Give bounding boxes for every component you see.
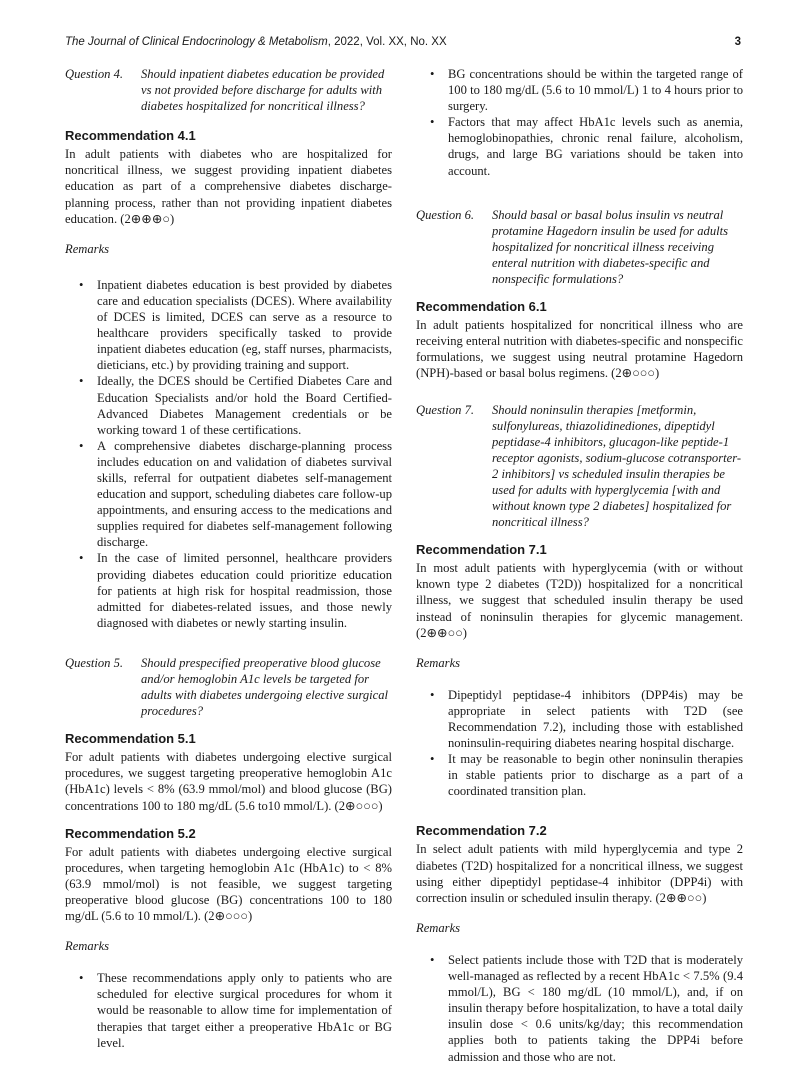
list-item: • A comprehensive diabetes discharge-planning process includes education on and validation of diabetes survival skills, referral for outpatient diabetes self-management education and support, scheduling diabetes care follow-up appointments, and ensuring access to the medications and supplies required for diabetes self-management following discharge. <box>65 438 392 551</box>
journal-name: The Journal of Clinical Endocrinology & Metabolism <box>65 36 328 48</box>
question-6 <box>416 207 743 287</box>
running-header <box>65 36 741 50</box>
recommendation-text: In adult patients with diabetes who are hospitalized for noncritical illness, we suggest providing inpatient diabetes education as part of a comprehensive diabetes discharge-planning process, rather than not providing inpatient diabetes education. (2⊕⊕⊕○) <box>65 147 392 226</box>
journal-volume: , 2022, Vol. XX, No. XX <box>327 36 447 48</box>
recommendation-text: In select adult patients with mild hyperglycemia and type 2 diabetes (T2D) hospitalized for a noncritical illness, we suggest using either dipeptidyl peptidase-4 inhibitor (DPP4i) with correction insulin or scheduled insulin therapy. (2⊕⊕○○) <box>416 842 743 905</box>
question-7 <box>416 402 743 531</box>
recommendation-text: In most adult patients with hyperglycemia (with or without known type 2 diabetes (T2D)) hospitalized for a noncritical illness, we suggest that scheduled insulin therapy be used instead of noninsulin therapies for glycemic management. (2⊕⊕○○) <box>416 561 743 640</box>
recommendation-text: In adult patients hospitalized for noncritical illness who are receiving enteral nutrition with diabetes-specific and nonspecific formulations, we suggest using neutral protamine Hagedorn (NPH)-based or basal bolus regimens. (2⊕○○○) <box>416 318 743 381</box>
list-item: • Select patients include those with T2D that is moderately well-managed as reflected by a recent HbA1c < 7.5% (9.4 mmol/L), BG < 180 mg/dL (10 mmol/L), and, if on insulin therapy before hospitalization, to have a total daily insulin dose < 0.6 units/kg/day; this recommendation applies both to patients taking the DPP4i before admission and those who are not. <box>416 952 743 1065</box>
question-5 <box>65 655 392 719</box>
question-4 <box>65 66 392 114</box>
recommendation-heading: Recommendation 7.1 <box>416 542 547 558</box>
question-text: Should basal or basal bolus insulin vs neutral protamine Hagedorn insulin be used for adults hospitalized for noncritical illness receiving enteral nutrition with diabetes-specific and nonspecific formulations? <box>492 207 729 287</box>
question-number: Question 6. <box>416 207 475 222</box>
list-item: • Ideally, the DCES should be Certified Diabetes Care and Education Specialists and/or hold the Board Certified-Advanced Diabetes Management credentials or be working toward 1 of these certifications. <box>65 373 392 437</box>
remarks-list <box>416 952 743 1065</box>
right-column <box>416 66 743 1065</box>
recommendation-heading: Recommendation 6.1 <box>416 299 547 315</box>
question-text: Should prespecified preoperative blood glucose and/or hemoglobin A1c levels be targeted for adults with diabetes undergoing elective surgical procedures? <box>141 655 389 719</box>
remarks-label: Remarks <box>416 920 461 935</box>
recommendation-heading: Recommendation 7.2 <box>416 823 547 839</box>
recommendation-heading: Recommendation 5.1 <box>65 731 196 747</box>
remarks-label: Remarks <box>65 939 110 954</box>
list-item: • Inpatient diabetes education is best provided by diabetes care and education specialists (DCES). Where availability of DCES is limited, DCES can serve as a resource to healthcare providers specifically tasked to provide inpatient diabetes education (eg, staff nurses, pharmacists, dieticians, etc.) by providing training and support. <box>65 277 392 374</box>
left-column <box>65 66 392 1051</box>
question-text: Should inpatient diabetes education be provided vs not provided before discharge for adults with diabetes hospitalized for noncritical illness? <box>141 67 385 114</box>
remarks-label: Remarks <box>416 655 461 670</box>
question-text: Should noninsulin therapies [metformin, sulfonylureas, thiazolidinediones, dipeptidyl peptidase-4 inhibitors, glucagon-like peptide-1 receptor agonists, sodium-glucose cotransporter-2 inhibitors] vs scheduled insulin therapies be used for adults with hyperglycemia [with and without known type 2 diabetes] hospitalized for noncritical illness? <box>492 402 742 530</box>
list-item: • Dipeptidyl peptidase-4 inhibitors (DPP4is) may be appropriate in select patients with T2D (see Recommendation 7.2), including those with established noninsulin-requiring diabetes nearing hospital discharge. <box>416 687 743 751</box>
recommendation-heading: Recommendation 4.1 <box>65 128 196 144</box>
recommendation-text: For adult patients with diabetes undergoing elective surgical procedures, when targeting hemoglobin A1c (HbA1c) to < 8% (63.9 mmol/mol) is not feasible, we suggest targeting preoperative blood glucose (BG) concentrations 100 to 180 mg/dL (5.6 to 10 mmol/L). (2⊕○○○) <box>65 844 392 924</box>
page-number: 3 <box>734 36 741 48</box>
list-item: • In the case of limited personnel, healthcare providers providing diabetes education could prioritize education for patients at high risk for hospital readmission, those admitted for diabetes-related issues, and those newly diagnosed with diabetes or newly starting insulin. <box>65 550 392 630</box>
remarks-list <box>65 970 392 1050</box>
remarks-list <box>416 687 743 800</box>
question-number: Question 5. <box>65 655 124 670</box>
question-number: Question 4. <box>65 67 124 81</box>
question-number: Question 7. <box>416 402 475 417</box>
list-item: • BG concentrations should be within the targeted range of 100 to 180 mg/dL (5.6 to 10 mmol/L) 1 to 4 hours prior to surgery. <box>416 66 743 114</box>
remarks-list <box>65 277 392 631</box>
list-item: • These recommendations apply only to patients who are scheduled for elective surgical procedures for whom it would be reasonable to allow time for implementation of therapies that target either a preoperative HbA1c or BG level. <box>65 970 392 1050</box>
list-item: • It may be reasonable to begin other noninsulin therapies in stable patients prior to discharge as a part of a coordinated transition plan. <box>416 751 743 799</box>
list-item: • Factors that may affect HbA1c levels such as anemia, hemoglobinopathies, chronic renal failure, alcoholism, drugs, and large BG variations should be taken into account. <box>416 114 743 178</box>
journal-citation <box>65 36 447 48</box>
remarks-label: Remarks <box>65 241 110 256</box>
recommendation-heading: Recommendation 5.2 <box>65 825 196 841</box>
recommendation-text: For adult patients with diabetes undergoing elective surgical procedures, we suggest targeting preoperative hemoglobin A1c (HbA1c) levels < 8% (63.9 mmol/mol) and blood glucose (BG) concentrations 100 to 180 mg/dL (5.6 to10 mmol/L). (2⊕○○○) <box>65 750 392 813</box>
remarks-list <box>416 66 743 179</box>
